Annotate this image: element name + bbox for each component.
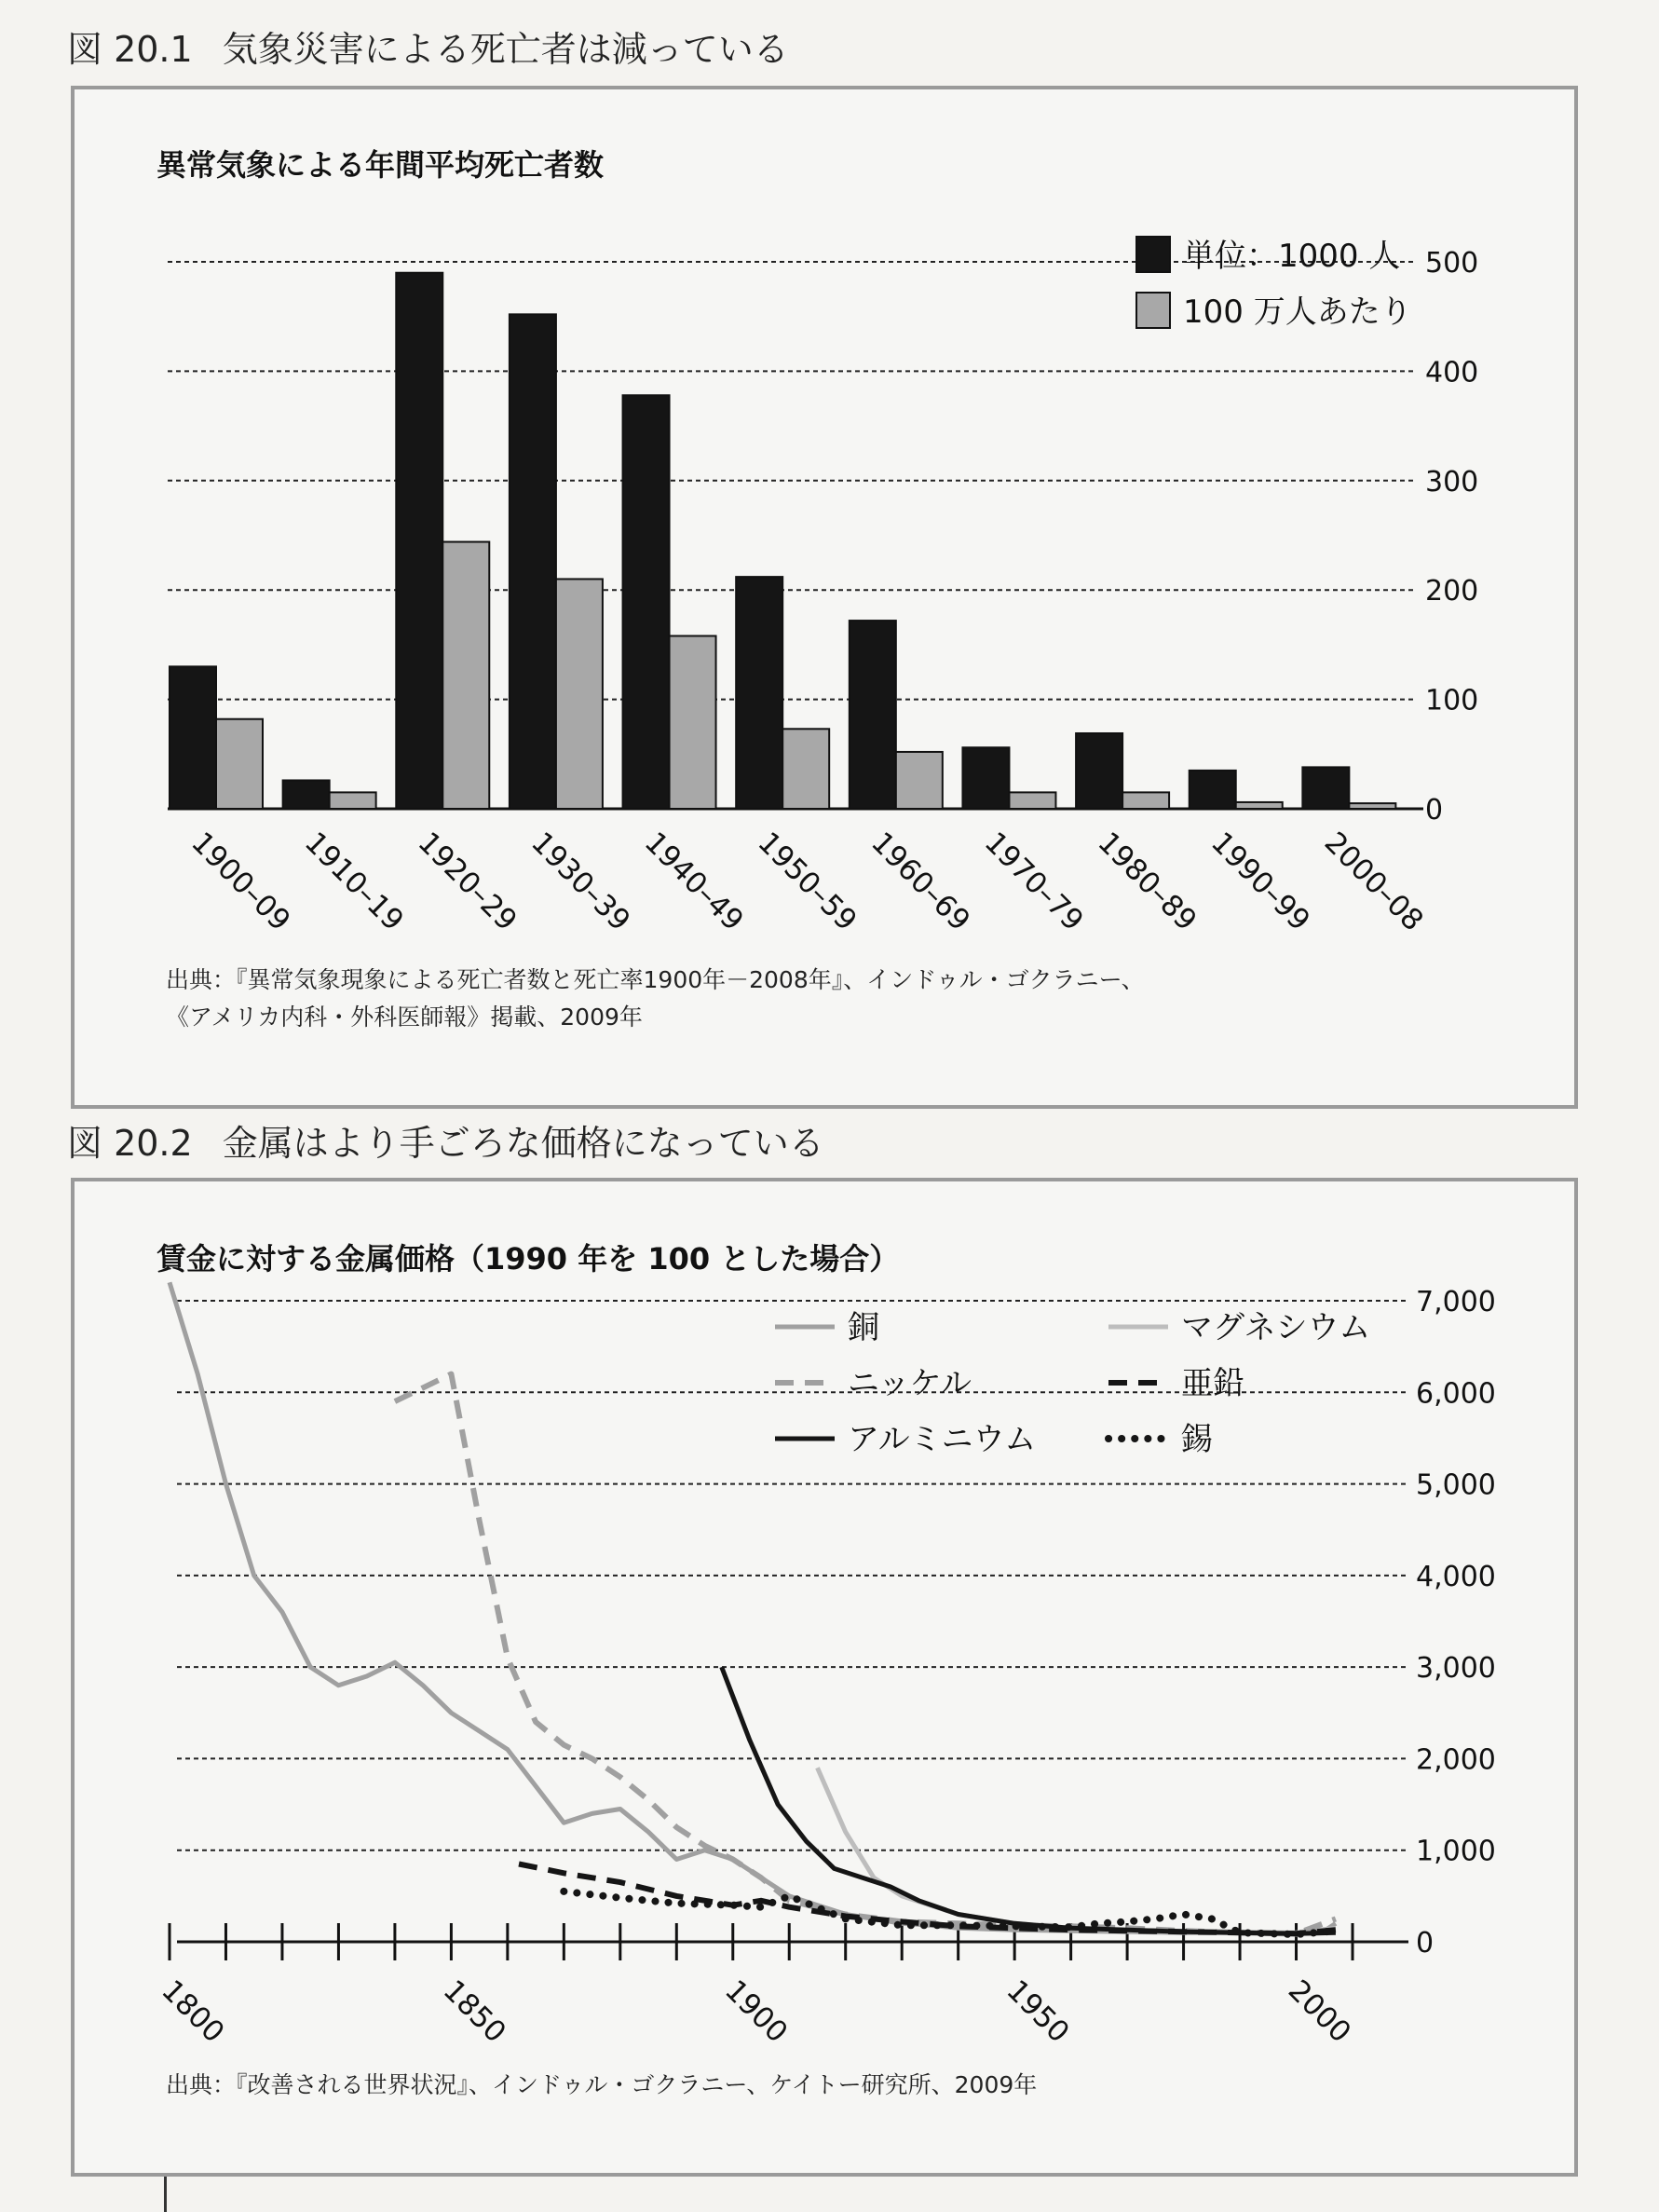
figure-caption: 金属はより手ごろな価格になっている [222,1123,824,1164]
series-line [722,1667,1336,1933]
x-tick-label: 1950 [999,1973,1076,2050]
page-edge-mark [164,2177,167,2212]
x-tick-label: 1940–49 [637,826,750,938]
x-tick-label: 1930–39 [524,826,637,938]
y-tick-label: 400 [1425,356,1479,389]
y-tick-label: 300 [1425,465,1479,498]
source-line: 出典：『改善される世界状況』、インドゥル・ゴクラニー、ケイトー研究所、2009年 [166,2071,1038,2098]
x-tick-label: 1800 [155,1973,231,2050]
x-tick-label: 1920–29 [411,826,524,938]
bar [896,752,943,809]
bar [736,577,782,809]
figure-number: 図 20.1 [67,29,193,70]
y-tick-label: 2,000 [1416,1743,1496,1777]
x-tick-label: 1850 [436,1973,512,2050]
x-tick-label: 1900–09 [184,826,297,938]
y-tick-label: 3,000 [1416,1652,1496,1686]
x-tick-label: 1990–99 [1204,826,1317,938]
bar [670,636,716,809]
x-tick-label: 1960–69 [864,826,977,938]
y-tick-label: 6,000 [1416,1377,1496,1411]
legend-swatch [1136,237,1170,272]
y-tick-label: 4,000 [1416,1560,1496,1593]
legend-label: 錫 [1181,1421,1213,1458]
y-tick-label: 7,000 [1416,1286,1496,1318]
y-tick-label: 0 [1425,794,1444,826]
source-note [166,962,1145,1036]
bar [850,621,896,809]
y-tick-label: 1,000 [1416,1835,1496,1868]
legend-swatch [1136,293,1170,328]
bar [1122,792,1169,809]
legend-label: 100 万人あたり [1183,294,1412,331]
bar [962,747,1009,809]
x-tick-label: 1980–89 [1091,826,1203,938]
x-tick-label: 2000–08 [1317,826,1430,938]
bar [1236,802,1283,809]
y-tick-label: 200 [1425,575,1479,608]
bar [556,579,603,809]
bar [283,780,330,809]
chart-panel-1 [71,86,1578,1109]
x-tick-label: 1950–59 [751,826,863,938]
y-tick-label: 100 [1425,684,1479,717]
bar [1009,792,1055,809]
legend-label: 亜鉛 [1181,1365,1244,1402]
source-line: 出典：『異常気象現象による死亡者数と死亡率1900年－2008年』、インドゥル・ゴクラニー、 [166,966,1145,993]
chart-heading: 賃金に対する金属価格（1990 年を 100 とした場合） [156,1241,900,1277]
x-tick-label: 2000 [1281,1973,1358,2050]
source-line: 《アメリカ内科・外科医師報》掲載、2009年 [166,1004,643,1031]
bar [1349,803,1395,809]
legend-label: 単位：1000 人 [1183,238,1401,275]
chart-panel-2 [71,1178,1578,2177]
bar [510,314,556,809]
figure-caption: 気象災害による死亡者は減っている [222,29,789,70]
legend-label: マグネシウム [1181,1309,1371,1346]
bar [396,273,442,809]
figure-title [67,1114,824,1166]
bar-chart [75,89,1574,1105]
bar [170,666,216,809]
x-tick-label: 1900 [718,1973,795,2050]
legend-label: 銅 [848,1309,879,1346]
figure-title [67,20,789,72]
bar [1302,767,1349,809]
bar [623,395,670,809]
bar [782,729,829,809]
bar [442,542,489,809]
y-tick-label: 0 [1416,1927,1435,1959]
series-line [170,1282,1336,1934]
line-chart [75,1181,1574,2173]
figure-number: 図 20.2 [67,1123,193,1164]
bar [1190,771,1236,809]
bar [216,719,263,809]
source-note [166,2067,1037,2104]
chart-heading: 異常気象による年間平均死亡者数 [156,147,605,183]
x-tick-label: 1910–19 [297,826,411,938]
x-tick-label: 1970–79 [977,826,1090,938]
bar [1076,733,1122,809]
legend-label: ニッケル [848,1365,972,1402]
y-tick-label: 500 [1425,247,1479,280]
legend-label: アルミニウム [848,1421,1037,1458]
bar [330,792,376,809]
y-tick-label: 5,000 [1416,1468,1496,1502]
